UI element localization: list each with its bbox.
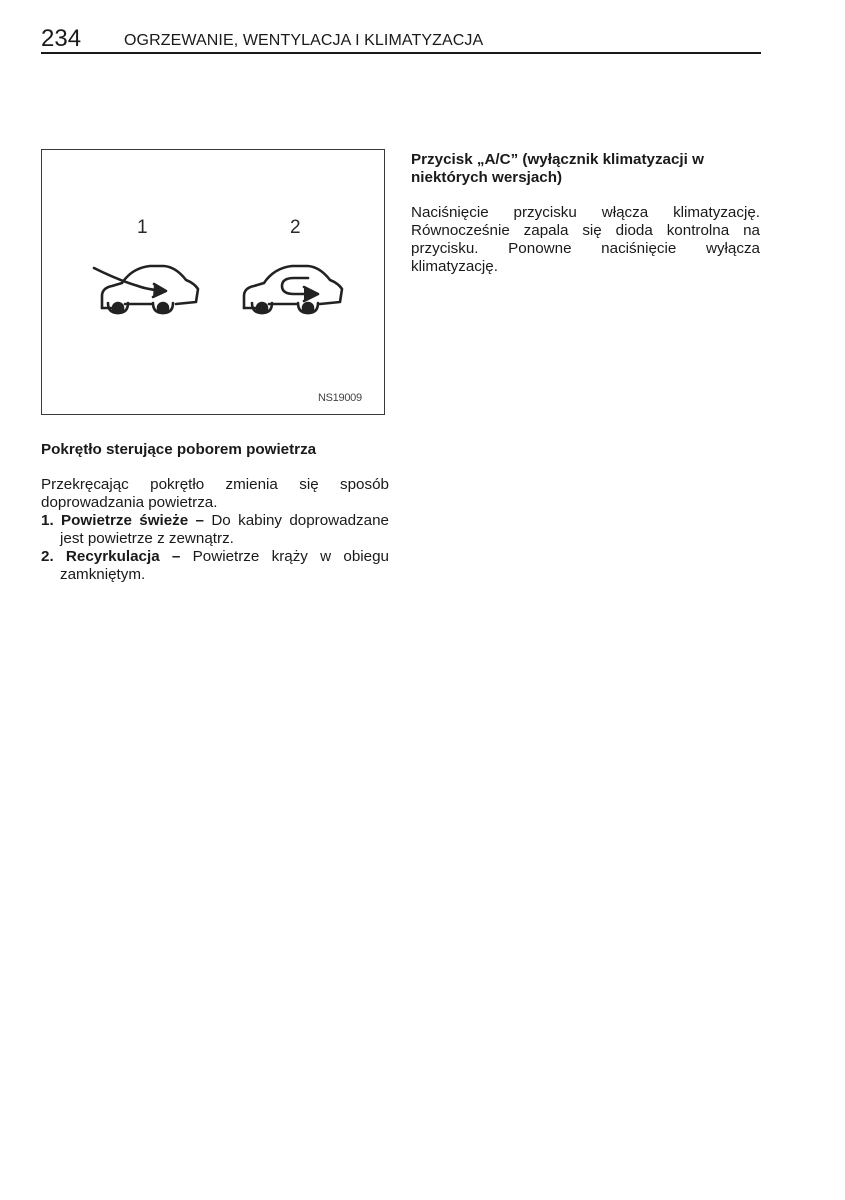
list-item-label: 1. Powietrze świeże – (41, 512, 204, 529)
figure-illustration (42, 150, 384, 414)
figure-label-1: 1 (137, 217, 148, 238)
left-column (41, 441, 389, 584)
recirculation-car-icon (244, 266, 342, 313)
fresh-air-car-icon (94, 266, 198, 313)
right-column (411, 151, 760, 276)
figure-code: NS19009 (318, 392, 362, 404)
section-title: OGRZEWANIE, WENTYLACJA I KLIMATYZACJA (124, 32, 484, 49)
air-intake-figure (41, 149, 385, 415)
list-item-text: Powietrze krąży w obiegu zamkniętym. (60, 548, 389, 583)
body-paragraph: Naciśnięcie przycisku włącza klimatyzację. Równocześnie zapala się dioda kontrolna na przycisku. Ponowne naciśnięcie wyłącza klimatyzację. (411, 204, 760, 275)
page-number: 234 (41, 25, 82, 52)
intro-paragraph: Przekręcając pokrętło zmienia się sposób doprowadzania powietrza. (41, 476, 389, 511)
list-item (41, 512, 389, 548)
page-header (41, 26, 761, 54)
list-item-text: Do kabiny doprowadzane jest powietrze z zewnątrz. (60, 512, 389, 547)
list-item-label: 2. Recyrkulacja – (41, 548, 181, 565)
section-heading: Przycisk „A/C” (wyłącznik klimatyzacji w niektórych wersjach) (411, 151, 704, 186)
list-item (41, 548, 389, 584)
section-heading: Pokrętło sterujące poborem powietrza (41, 441, 317, 458)
figure-label-2: 2 (290, 217, 301, 238)
